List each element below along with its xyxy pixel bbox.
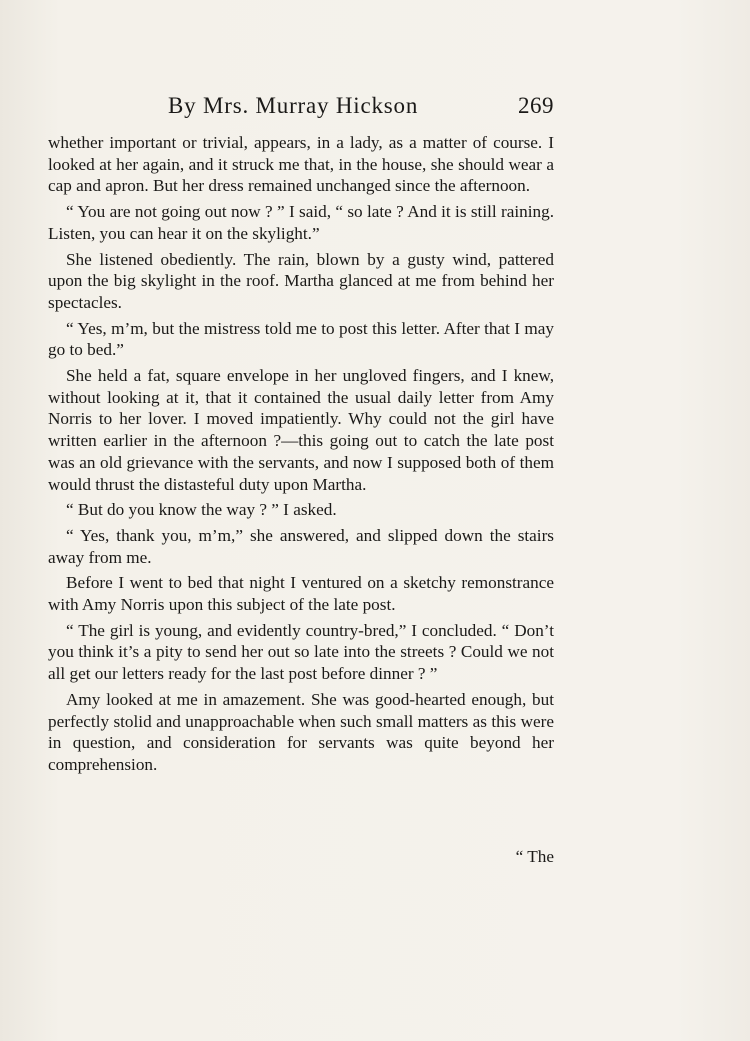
paragraph: She listened obediently. The rain, blown by a gusty wind, pattered upon the big skylight in the roof. Martha glanced at me from behind her spectacles. — [48, 249, 554, 312]
paragraph: “ But do you know the way ? ” I asked. — [66, 500, 337, 520]
paragraph-continuation: whether important or trivial, appears, in a lady, as a matter of course. I looked at her again, and it struck me that, in the house, she should wear a cap and apron. But her dress remained unchanged since the afternoon. — [48, 133, 554, 196]
running-title: By Mrs. Murray Hickson — [168, 93, 419, 118]
paragraph: “ The girl is young, and evidently country-bred,” I concluded. “ Don’t you think it’s a pity to send her out so late into the streets ? Could we not all get our letters ready for the last post before dinner ? ” — [48, 620, 554, 684]
paragraph: She held a fat, square envelope in her ungloved fingers, and I knew, without looking at it, that it contained the usual daily letter from Amy Norris to her lover. I moved impatiently. Why could not the girl have written earlier in the afternoon ?—this going out to catch the late post was an old grievance with the servants, and now I supposed both of them would thrust the distasteful duty upon Martha. — [48, 366, 554, 494]
page-number: 269 — [518, 93, 554, 118]
catchword: “ The — [515, 847, 554, 866]
paragraph: “ Yes, thank you, m’m,” she answered, and slipped down the stairs away from me. — [48, 525, 554, 567]
paragraph: Before I went to bed that night I ventured on a sketchy remonstrance with Amy Norris upon this subject of the late post. — [48, 573, 554, 615]
paragraph: Amy looked at me in amazement. She was good-hearted enough, but perfectly stolid and unapproachable when such small matters as this were in question, and consideration for servants was quite beyond her comprehension. — [48, 689, 554, 774]
page-header — [48, 93, 554, 127]
paragraph: “ Yes, m’m, but the mistress told me to post this letter. After that I may go to bed.” — [48, 318, 554, 360]
body-text — [48, 132, 554, 780]
paragraph: “ You are not going out now ? ” I said, “ so late ? And it is still raining. Listen, you can hear it on the skylight.” — [48, 202, 554, 243]
